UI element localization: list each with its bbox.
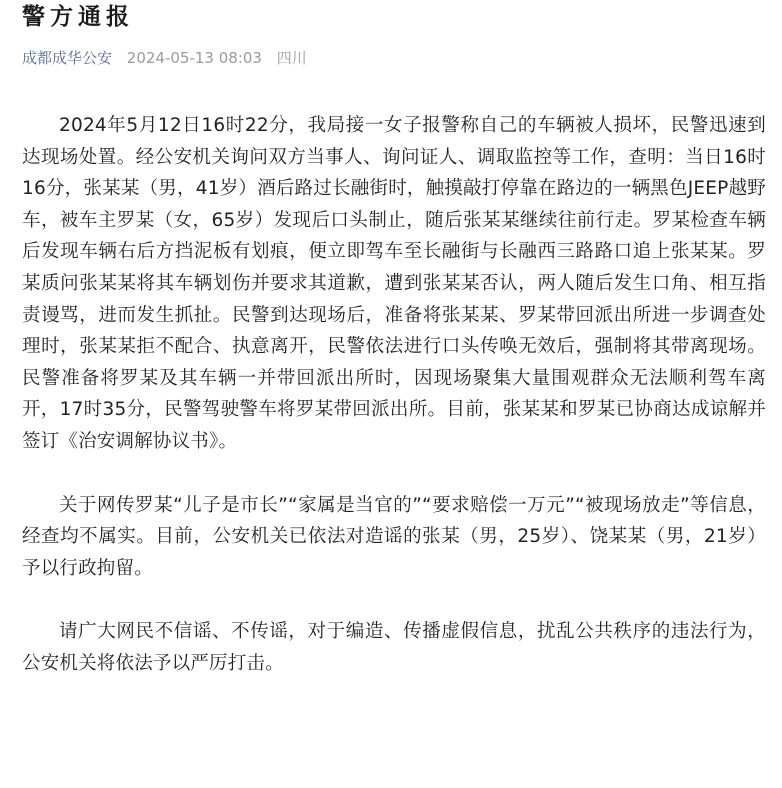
publish-datetime: 2024-05-13 08:03 (126, 49, 262, 67)
account-name-link[interactable]: 成都成华公安 (22, 49, 113, 67)
paragraph-appeal: 请广大网民不信谣、不传谣，对于编造、传播虚假信息，扰乱公共秩序的违法行为，公安机关将依法予以严厉打击。 (22, 621, 766, 674)
publish-region: 四川 (276, 49, 307, 67)
article-body (22, 110, 766, 680)
article-title: 警方通报 (22, 4, 134, 30)
paragraph-incident: 2024年5月12日16时22分，我局接一女子报警称自己的车辆被人损坏，民警迅速到达现场处置。经公安机关询问双方当事人、询问证人、调取监控等工作，查明：当日16时16分，张某某（男，41岁）酒后路过长融街时，触摸敲打停靠在路边的一辆黑色JEEP越野车，被车主罗某（女，65岁）发现后口头制止，随后张某某继续往前行走。罗某检查车辆后发现车辆右后方挡泥板有划痕，便立即驾车至长融街与长融西三路路口追上张某某。罗某质问张某某将其车辆划伤并要求其道歉，遭到张某某否认，两人随后发生口角、相互指责谩骂，进而发生抓扯。民警到达现场后，准备将张某某、罗某带回派出所进一步调查处理时，张某某拒不配合、执意离开，民警依法进行口头传唤无效后，强制将其带离现场。民警准备将罗某及其车辆一并带回派出所时，因现场聚集大量围观群众无法顺利驾车离开，17时35分，民警驾驶警车将罗某带回派出所。目前，张某某和罗某已协商达成谅解并签订《治安调解协议书》。 (22, 115, 766, 452)
article-meta (22, 48, 307, 68)
paragraph-rumor-clarification: 关于网传罗某“儿子是市长”“家属是当官的”“要求赔偿一万元”“被现场放走”等信息，经查均不属实。目前，公安机关已依法对造谣的张某（男，25岁）、饶某某（男，21岁）予以行政拘留。 (22, 494, 766, 579)
